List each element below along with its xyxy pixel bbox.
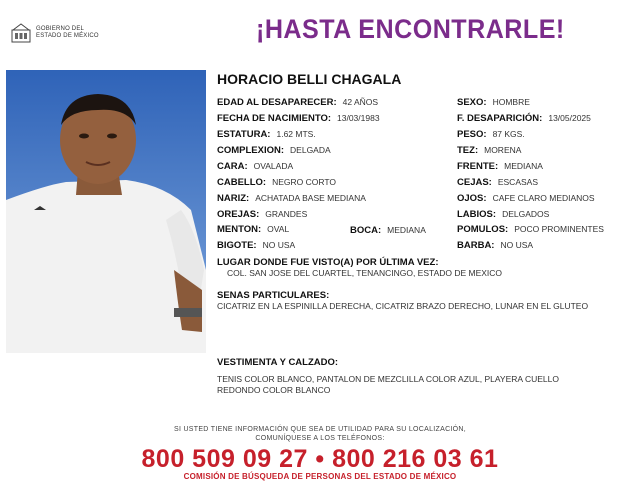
headline: ¡HASTA ENCONTRARLE!	[256, 14, 565, 44]
senas-label: SENAS PARTICULARES:	[217, 290, 330, 301]
lugar-label: LUGAR DONDE FUE VISTO(A) POR ÚLTIMA VEZ:	[217, 257, 439, 268]
phone-numbers	[0, 445, 640, 474]
field-cejas: CEJAS: ESCASAS	[457, 177, 538, 188]
field-peso: PESO: 87 KGS.	[457, 129, 525, 140]
field-frente: FRENTE: MEDIANA	[457, 161, 543, 172]
field-labios: LABIOS: DELGADOS	[457, 209, 550, 220]
field-cabello: CABELLO: NEGRO CORTO	[217, 177, 336, 188]
government-logo	[10, 22, 130, 44]
phone-2[interactable]: 800 216 03 61	[332, 445, 499, 473]
person-name: HORACIO BELLI CHAGALA	[217, 71, 402, 87]
crest-icon	[10, 22, 32, 44]
contact-info-line1: SI USTED TIENE INFORMACIÓN QUE SEA DE UTILIDAD PARA SU LOCALIZACIÓN,	[173, 426, 467, 433]
vestimenta-text: TENIS COLOR BLANCO, PANTALON DE MEZCLILLA COLOR AZUL, PLAYERA CUELLO REDONDO COLOR BLANCO	[217, 374, 559, 395]
lugar-text: COL. SAN JOSE DEL CUARTEL, TENANCINGO, ESTADO DE MEXICO	[227, 268, 503, 278]
field-fecha-nacimiento: FECHA DE NACIMIENTO: 13/03/1983	[217, 113, 380, 124]
field-tez: TEZ: MORENA	[457, 145, 522, 156]
field-pomulos: POMULOS: POCO PROMINENTES	[457, 224, 604, 235]
logo-text: GOBIERNO DEL ESTADO DE MÉXICO	[36, 26, 99, 39]
field-barba: BARBA: NO USA	[457, 240, 534, 251]
field-orejas: OREJAS: GRANDES	[217, 209, 308, 220]
field-cara: CARA: OVALADA	[217, 161, 294, 172]
field-fecha-desaparicion: F. DESAPARICIÓN: 13/05/2025	[457, 113, 591, 124]
vestimenta-label: VESTIMENTA Y CALZADO:	[217, 357, 339, 368]
phone-1[interactable]: 800 509 09 27	[141, 445, 308, 473]
field-menton: MENTON: OVAL	[217, 224, 290, 235]
field-sexo: SEXO: HOMBRE	[457, 97, 530, 108]
phone-separator-dot: •	[315, 445, 325, 473]
field-edad: EDAD AL DESAPARECER: 42 AÑOS	[217, 97, 379, 108]
footer-commission: COMISIÓN DE BÚSQUEDA DE PERSONAS DEL ESTADO DE MÉXICO	[183, 472, 457, 481]
field-estatura: ESTATURA: 1.62 MTS.	[217, 129, 316, 140]
field-complexion: COMPLEXION: DELGADA	[217, 145, 331, 156]
field-ojos: OJOS: CAFE CLARO MEDIANOS	[457, 193, 595, 204]
senas-text: CICATRIZ EN LA ESPINILLA DERECHA, CICATRIZ BRAZO DERECHO, LUNAR EN EL GLUTEO	[217, 301, 589, 311]
field-nariz: NARIZ: ACHATADA BASE MEDIANA	[217, 193, 366, 204]
field-bigote: BIGOTE: NO USA	[217, 240, 296, 251]
field-boca: BOCA: MEDIANA	[350, 225, 426, 236]
contact-info-line2: COMUNÍQUESE A LOS TELÉFONOS:	[255, 435, 385, 442]
person-photo	[6, 70, 206, 353]
